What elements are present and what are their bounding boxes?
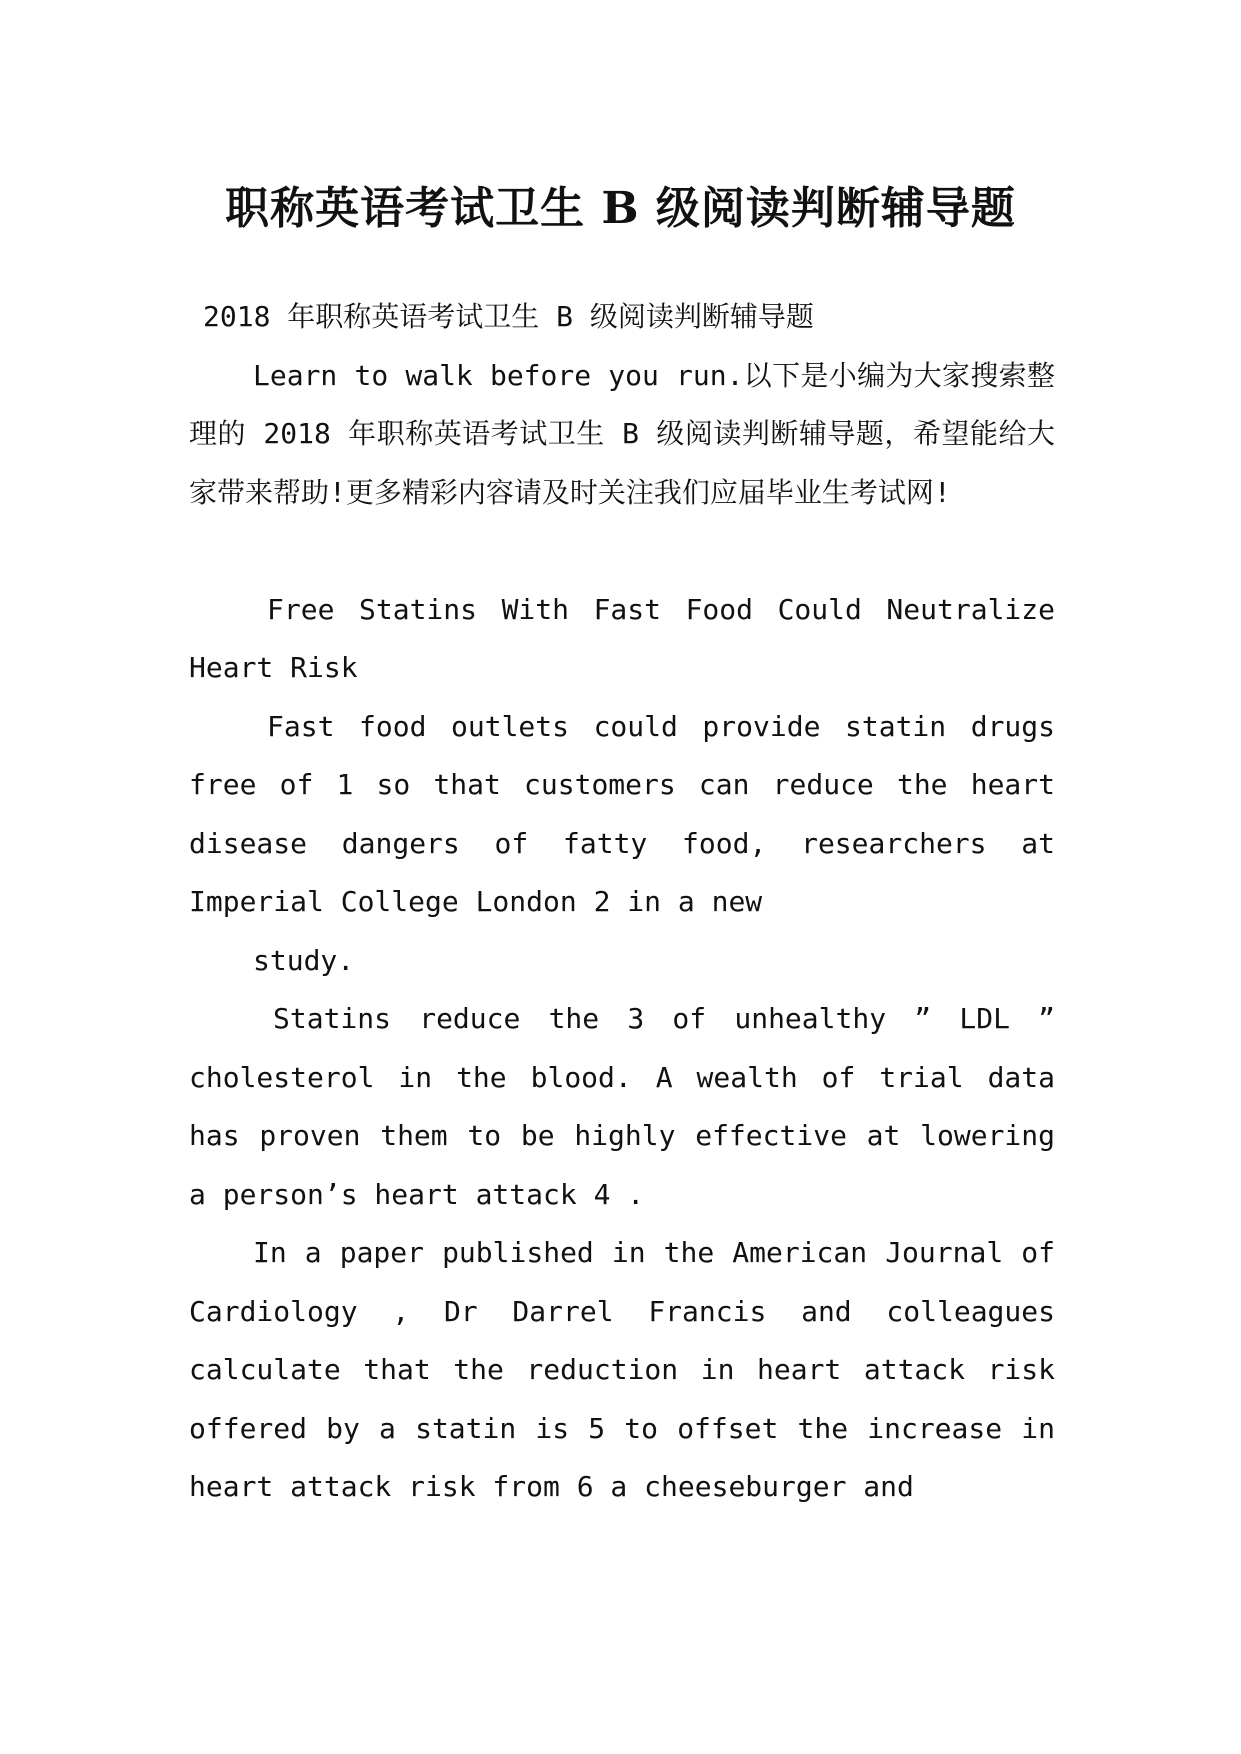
- document-body: [189, 288, 1055, 1517]
- document-title: 职称英语考试卫生 B 级阅读判断辅导题: [225, 183, 1016, 235]
- article-paragraph-2: Statins reduce the 3 of unhealthy ” LDL ” cholesterol in the blood. A wealth of trial data has proven them to be highly effective at lowering a person’s heart attack 4 .: [189, 1002, 1055, 1211]
- paragraph-spacer: [189, 522, 1055, 581]
- article-paragraph-1: Fast food outlets could provide statin drugs free of 1 so that customers can reduce the heart disease dangers of fatty food, researchers at Imperial College London 2 in a new: [189, 709, 1055, 918]
- article-title: Free Statins With Fast Food Could Neutralize Heart Risk: [189, 592, 1055, 684]
- document-subtitle: 2018 年职称英语考试卫生 B 级阅读判断辅导题: [203, 300, 814, 333]
- intro-paragraph: Learn to walk before you run.以下是小编为大家搜索整理的 2018 年职称英语考试卫生 B 级阅读判断辅导题，希望能给大家带来帮助!更多精彩内容请及时关注我们应届毕业生考试网!: [189, 358, 1055, 509]
- article-paragraph-3: In a paper published in the American Journal of Cardiology , Dr Darrel Francis and colleagues calculate that the reduction in heart attack risk offered by a statin is 5 to offset the increase in heart attack risk from 6 a cheeseburger and: [189, 1236, 1055, 1503]
- article-paragraph-1-continued: study.: [253, 943, 355, 977]
